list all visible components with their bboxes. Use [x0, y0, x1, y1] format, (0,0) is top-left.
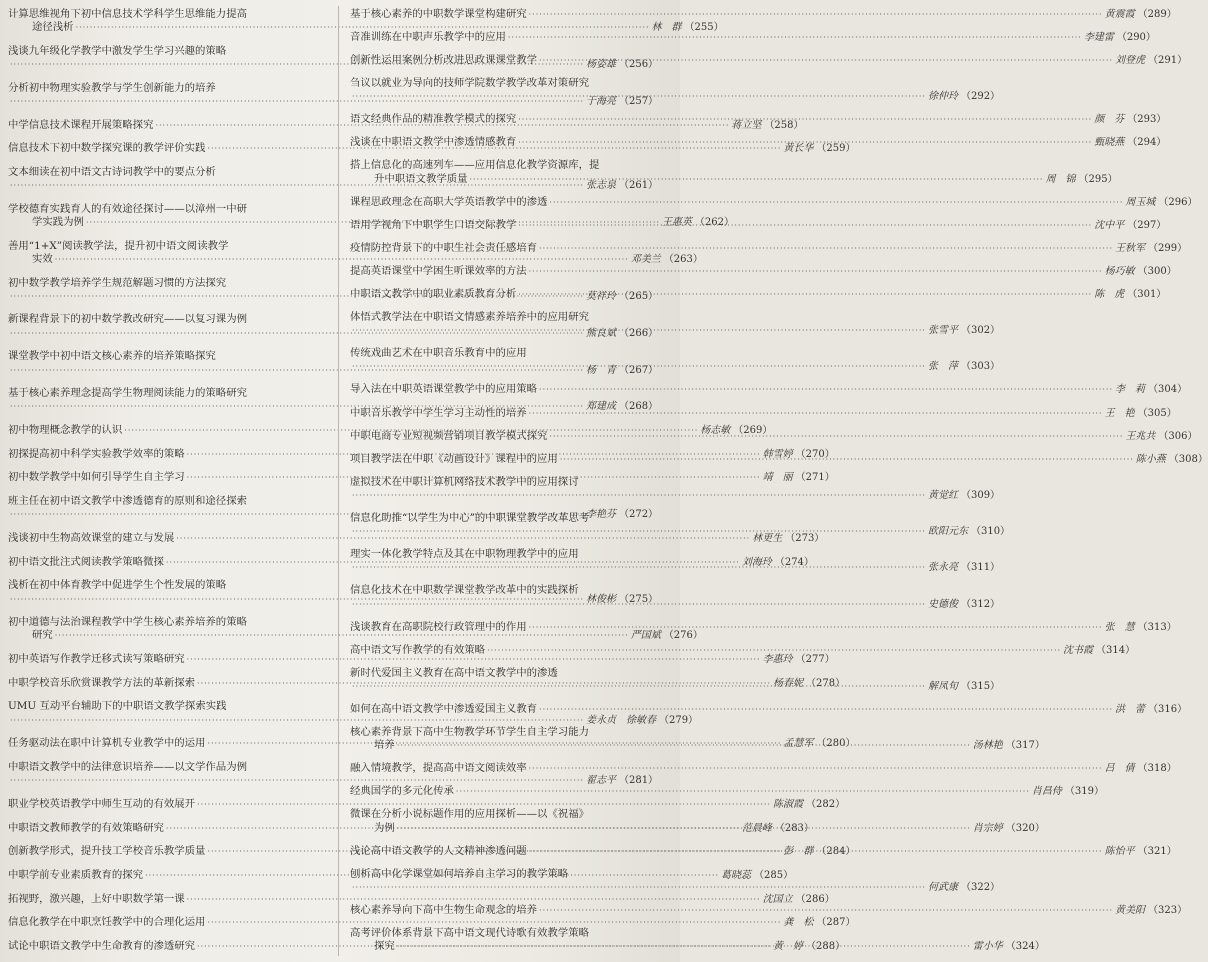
- entry-author: 王惠英: [661, 217, 692, 229]
- entry-page-number: （322）: [960, 881, 1001, 893]
- entry-page-number: （285）: [754, 869, 794, 881]
- entry-author: 陈淑霞: [773, 798, 803, 810]
- entry-author: 汤林艳: [972, 740, 1003, 752]
- entry-page-number: （280）: [816, 738, 856, 750]
- entry-page-number: （311）: [960, 562, 1001, 574]
- toc-entry[interactable]: [8, 797, 846, 811]
- entry-title-line: 分析初中物理实验教学与学生创新能力的培养: [8, 81, 216, 94]
- leader-dots: [539, 54, 1113, 67]
- column-divider: [338, 6, 339, 956]
- entry-author: 陈 虎: [1094, 288, 1125, 300]
- entry-title-line: 初中数学教学中如何引导学生自主学习: [8, 471, 185, 484]
- entry-title-line: 中职语文教师教学的有效策略研究: [8, 821, 164, 834]
- entry-author: 刘海玲: [741, 556, 772, 568]
- entry-page-number: （261）: [618, 180, 659, 192]
- entry-page-number: （319）: [1064, 786, 1104, 798]
- leader-dots: [518, 113, 1092, 126]
- entry-title-line: 浅谈教育在高职院校行政管理中的作用: [350, 620, 527, 633]
- entry-title-line: 新课程背景下的初中数学教改研究——以复习课为例: [8, 313, 247, 326]
- leader-dots: [529, 621, 1103, 634]
- leader-dots: [352, 90, 926, 103]
- leader-dots: [529, 407, 1103, 420]
- leader-dots: [352, 360, 926, 373]
- entry-author: 王兆共: [1125, 430, 1156, 442]
- entry-title-line: 探究: [374, 940, 395, 953]
- entry-title-line: 高考评价体系背景下高中语文现代诗歌有效教学策略: [350, 926, 589, 939]
- entry-author: 杨巧敏: [1104, 265, 1135, 277]
- entry-author: 杨 青: [585, 364, 616, 376]
- entry-title-line: 中职电商专业短视频营销项目教学模式探究: [350, 429, 548, 442]
- entry-title-line: 理实一体化教学特点及其在中职物理教学中的应用: [350, 548, 579, 561]
- entry-page-number: （304）: [1148, 384, 1188, 396]
- leader-dots: [549, 196, 1123, 209]
- entry-author: 吕 倩: [1104, 763, 1135, 775]
- entry-title-line: 新时代爱国主义教育在高中语文教学中的渗透: [350, 666, 558, 679]
- toc-entry[interactable]: [350, 347, 1001, 373]
- entry-title-line: 高中语文写作教学的有效策略: [350, 643, 486, 656]
- entry-page-number: （267）: [618, 364, 659, 376]
- entry-author: 沈国立: [762, 893, 793, 905]
- entry-page-number: （293）: [1127, 114, 1167, 126]
- entry-title-line: 职业学校英语教学中师生互动的有效展开: [8, 797, 196, 810]
- entry-title-line: 拓视野，激兴趣，上好中职数学第一课: [8, 892, 185, 905]
- leader-dots: [352, 680, 926, 693]
- leader-dots: [487, 644, 1061, 657]
- entry-page-number: （316）: [1148, 704, 1188, 715]
- entry-title-line: 语文经典作品的精准教学模式的探究: [350, 113, 517, 126]
- entry-author: 张志泉: [585, 180, 616, 192]
- entry-page-number: （258）: [764, 119, 804, 131]
- leader-dots: [352, 324, 926, 337]
- entry-title-line: 提高英语课堂中学困生听课效率的方法: [350, 264, 527, 277]
- toc-entry[interactable]: [350, 54, 1188, 67]
- entry-title-line: 初中道德与法治课程教学中学生核心素养培养的策略: [8, 616, 247, 629]
- entry-author: 于海亮: [585, 95, 616, 107]
- entry-page-number: （287）: [816, 917, 856, 929]
- entry-title-line: 中职语文教学中的法律意识培养——以文学作品为例: [8, 760, 247, 773]
- entry-title-line: 任务驱动法在职中计算机专业教学中的运用: [8, 737, 206, 750]
- entry-title-line: 为例: [374, 821, 395, 834]
- entry-title-line: 经典国学的多元化传承: [350, 785, 454, 798]
- entry-author: 李 莉: [1115, 384, 1145, 396]
- entry-page-number: （323）: [1148, 904, 1188, 916]
- entry-page-number: （279）: [658, 714, 699, 726]
- entry-author: 李建雷: [1083, 32, 1114, 44]
- entry-title-line: 途径浅析: [32, 21, 74, 34]
- entry-author: 徐仲玲: [927, 91, 958, 103]
- entry-title-line: 基于核心素养理念提高学生物理阅读能力的策略研究: [8, 387, 247, 400]
- entry-page-number: （302）: [960, 325, 1001, 337]
- entry-title-line: 初中数学教学培养学生规范解题习惯的方法探究: [8, 276, 227, 289]
- entry-page-number: （320）: [1005, 822, 1045, 834]
- toc-entry[interactable]: [350, 703, 1188, 716]
- entry-author: 杨春妮: [773, 677, 803, 689]
- entry-page-number: （310）: [970, 526, 1011, 538]
- entry-title-line: 信息技术下初中数学探究课的教学评价实践: [8, 142, 206, 155]
- entry-author: 史德俊: [927, 598, 958, 610]
- entry-author: 欧阳元东: [927, 526, 968, 538]
- entry-author: 彭 群: [783, 846, 814, 858]
- toc-entry[interactable]: [350, 287, 1167, 301]
- toc-entry[interactable]: [350, 195, 1198, 209]
- leader-dots: [352, 598, 926, 611]
- leader-dots: [397, 940, 971, 953]
- leader-dots: [529, 8, 1103, 21]
- entry-author: 靖 丽: [762, 472, 793, 484]
- entry-page-number: （309）: [960, 489, 1001, 501]
- entry-title-line: 如何在高中语文教学中渗透爱国主义教育: [350, 703, 538, 715]
- leader-dots: [560, 453, 1134, 466]
- entry-author: 龚 松: [783, 917, 814, 929]
- entry-title-line: 研究: [32, 629, 53, 642]
- entry-title-line: 浅谈九年级化学教学中激发学生学习兴趣的策略: [8, 44, 227, 57]
- entry-author: 姜永贞 徐敏春: [585, 714, 656, 726]
- entry-title-line: 学实践为例: [32, 216, 84, 229]
- toc-entry[interactable]: [350, 383, 1188, 396]
- leader-dots: [539, 383, 1113, 396]
- entry-author: 甄晓燕: [1094, 137, 1125, 149]
- entry-author: 黄 婷: [773, 940, 803, 952]
- entry-author: 范晨峰: [741, 822, 772, 834]
- entry-author: 沈书霞: [1063, 644, 1094, 656]
- entry-page-number: （256）: [618, 59, 659, 71]
- entry-page-number: （297）: [1127, 219, 1167, 231]
- toc-entry[interactable]: [8, 916, 856, 929]
- entry-page-number: （263）: [663, 253, 703, 265]
- entry-title-line: 项目教学法在中职《动画设计》课程中的应用: [350, 452, 558, 465]
- entry-title-line: 创新性运用案例分析改进思政课课堂教学: [350, 54, 538, 67]
- entry-page-number: （282）: [806, 798, 846, 810]
- entry-title-line: 传统戏曲艺术在中职音乐教育中的应用: [350, 347, 527, 360]
- entry-page-number: （277）: [795, 654, 835, 666]
- entry-title-line: 语用学视角下中职学生口语交际教学: [350, 218, 517, 231]
- entry-page-number: （288）: [806, 940, 846, 952]
- entry-title-line: 浅析在初中体育教学中促进学生个性发展的策略: [8, 579, 227, 592]
- entry-page-number: （314）: [1096, 644, 1136, 656]
- entry-title-line: 微课在分析小说标题作用的应用探析——以《祝福》: [350, 808, 589, 821]
- entry-title-line: 初中语文批注式阅读教学策略微探: [8, 555, 164, 568]
- leader-dots: [518, 219, 1092, 232]
- leader-dots: [352, 525, 926, 538]
- entry-title-line: 文本细读在初中语文古诗词教学中的要点分析: [8, 165, 216, 178]
- leader-dots: [539, 703, 1113, 716]
- toc-entry[interactable]: [350, 159, 1118, 185]
- entry-author: 黄长华: [783, 143, 814, 155]
- entry-author: 郑建成: [585, 401, 616, 413]
- leader-dots: [529, 265, 1103, 278]
- entry-page-number: （312）: [960, 598, 1001, 610]
- entry-author: 林更生: [752, 532, 783, 544]
- entry-title-line: 善用“1+X”阅读教学法，提升初中语文阅读教学: [8, 239, 229, 252]
- entry-title-line: 体悟式教学法在中职语文情感素养培养中的应用研究: [350, 310, 589, 323]
- entry-page-number: （257）: [618, 95, 659, 107]
- entry-page-number: （321）: [1137, 845, 1177, 857]
- entry-page-number: （318）: [1137, 763, 1177, 775]
- toc-entry[interactable]: [8, 892, 835, 906]
- leader-dots: [549, 430, 1123, 443]
- entry-title-line: 浅论高中语文教学的人文精神渗透问题: [350, 844, 527, 857]
- entry-author: 杨姿雄: [585, 59, 616, 71]
- toc-entry[interactable]: [350, 241, 1188, 255]
- entry-page-number: （276）: [663, 630, 703, 642]
- entry-author: 肖宗婷: [972, 822, 1003, 834]
- entry-author: 沈中平: [1094, 219, 1125, 231]
- toc-entry[interactable]: [350, 406, 1177, 420]
- entry-page-number: （281）: [618, 775, 659, 787]
- toc-entry[interactable]: [350, 31, 1156, 44]
- leader-dots: [529, 762, 1103, 775]
- leader-dots: [539, 242, 1113, 255]
- entry-title-line: 中职语文教学中的职业素质教育分析: [350, 287, 517, 300]
- entry-title-line: 融入情境教学，提高高中语文阅读效率: [350, 762, 527, 775]
- entry-page-number: （303）: [960, 361, 1001, 373]
- entry-page-number: （291）: [1148, 55, 1188, 67]
- entry-title-line: 试论中职语文教学中生命教育的渗透研究: [8, 939, 196, 952]
- entry-title-line: 信息化技术在中职数学课堂教学改革中的实践探析: [350, 584, 579, 597]
- entry-author: 颜 芬: [1094, 114, 1125, 126]
- entry-title-line: 实效: [32, 252, 53, 265]
- leader-dots: [397, 822, 971, 835]
- entry-author: 雷小华: [972, 941, 1003, 953]
- entry-author: 肖昌侍: [1031, 786, 1062, 798]
- entry-page-number: （273）: [785, 532, 825, 544]
- entry-page-number: （315）: [960, 680, 1001, 692]
- entry-author: 陈小燕: [1135, 453, 1166, 465]
- entry-title-line: 课堂教学中初中语文核心素养的培养策略探究: [8, 350, 216, 363]
- entry-author: 黄觉红: [927, 489, 958, 501]
- entry-page-number: （313）: [1137, 621, 1177, 633]
- entry-page-number: （289）: [1137, 9, 1177, 20]
- entry-title-line: 信息化助推“以学生为中心”的中职课堂教学改革思考: [350, 511, 590, 524]
- entry-page-number: （262）: [694, 217, 735, 229]
- entry-page-number: （269）: [733, 425, 773, 437]
- entry-author: 韩雪婷: [762, 448, 793, 460]
- entry-title-line: 创新教学形式，提升技工学校音乐教学质量: [8, 845, 206, 858]
- entry-author: 陈怡平: [1104, 845, 1135, 857]
- entry-page-number: （266）: [618, 327, 659, 339]
- entry-title-line: 学校德育实践育人的有效途径探讨——以漳州一中研: [8, 202, 247, 215]
- toc-entry[interactable]: [350, 762, 1177, 775]
- entry-title-line: 中学信息技术课程开展策略探究: [8, 118, 154, 131]
- entry-author: 孟慧军: [783, 738, 814, 750]
- toc-entry[interactable]: [350, 785, 1104, 798]
- toc-entry[interactable]: [350, 77, 1001, 103]
- entry-page-number: （268）: [618, 401, 659, 413]
- toc-entry[interactable]: [350, 264, 1177, 278]
- entry-author: 林 群: [651, 22, 682, 34]
- entry-title-line: 音准训练在中职声乐教学中的应用: [350, 31, 506, 44]
- entry-title-line: 浅谈在中职语文教学中渗透情感教育: [350, 136, 517, 149]
- entry-author: 周玉城: [1125, 196, 1156, 208]
- entry-page-number: （300）: [1137, 265, 1177, 277]
- entry-title-line: 培养: [374, 739, 395, 752]
- entry-author: 李惠玲: [762, 654, 793, 666]
- entry-page-number: （290）: [1116, 32, 1156, 44]
- entry-title-line: 升中职语文教学质量: [374, 172, 468, 185]
- entry-page-number: （286）: [795, 893, 835, 905]
- entry-page-number: （265）: [618, 290, 659, 302]
- entry-title-line: 导入法在中职英语课堂教学中的应用策略: [350, 383, 538, 396]
- entry-title-line: 基于核心素养的中职数学课堂构建研究: [350, 8, 527, 20]
- leader-dots: [456, 785, 1030, 798]
- toc-entry[interactable]: [350, 584, 1001, 610]
- entry-author: 熊良斌: [585, 327, 616, 339]
- toc-entry[interactable]: [350, 903, 1188, 917]
- entry-page-number: （259）: [816, 143, 856, 155]
- entry-author: 莫祥玲: [585, 290, 616, 302]
- entry-page-number: （292）: [960, 91, 1001, 103]
- entry-author: 翟志平: [585, 775, 616, 787]
- toc-entry[interactable]: [350, 620, 1177, 634]
- toc-entry[interactable]: [8, 531, 825, 545]
- toc-entry[interactable]: [8, 555, 814, 569]
- entry-author: 张 萍: [927, 361, 958, 373]
- leader-dots: [518, 136, 1092, 149]
- entry-title-line: 搭上信息化的高速列车——应用信息化教学资源库，提: [350, 159, 600, 172]
- entry-title-line: 计算思维视角下初中信息技术学科学生思维能力提高: [8, 8, 247, 20]
- entry-author: 严国斌: [630, 630, 661, 642]
- entry-page-number: （274）: [774, 556, 814, 568]
- entry-author: 何武康: [927, 881, 958, 893]
- entry-title-line: 核心素养导向下高中生物生命观念的培养: [350, 903, 538, 916]
- entry-page-number: （295）: [1078, 173, 1118, 185]
- entry-page-number: （271）: [795, 472, 835, 484]
- entry-author: 周 锦: [1045, 173, 1076, 185]
- entry-title-line: 刍议以就业为导向的技师学院数学教学改革对策研究: [350, 77, 589, 90]
- leader-dots: [518, 288, 1092, 301]
- toc-entry[interactable]: [8, 676, 846, 690]
- entry-page-number: （308）: [1168, 453, 1208, 465]
- leader-dots: [397, 739, 971, 752]
- entry-title-line: 虚拟技术在中职计算机网络技术教学中的应用探讨: [350, 475, 579, 488]
- entry-author: 王 艳: [1104, 407, 1135, 419]
- toc-entry[interactable]: [350, 643, 1136, 657]
- entry-title-line: 中职音乐教学中学生学习主动性的培养: [350, 406, 527, 419]
- entry-page-number: （284）: [816, 846, 856, 858]
- entry-title-line: 班主任在初中语文教学中渗透德育的原则和途径探索: [8, 495, 247, 508]
- entry-page-number: （270）: [795, 448, 835, 460]
- leader-dots: [508, 31, 1082, 44]
- entry-title-line: 浅谈初中生物高效课堂的建立与发展: [8, 531, 175, 544]
- entry-title-line: UMU 互动平台辅助下的中职语文教学探索实践: [8, 700, 227, 713]
- entry-page-number: （283）: [774, 822, 814, 834]
- entry-title-line: 中职学前专业素质教育的探究: [8, 868, 144, 881]
- entry-title-line: 核心素养背景下高中生物教学环节学生自主学习能力: [350, 726, 589, 739]
- entry-page-number: （278）: [806, 677, 846, 689]
- entry-title-line: 信息化教学在中职烹饪教学中的合理化运用: [8, 916, 206, 929]
- entry-author: 黄震霞: [1104, 9, 1135, 20]
- entry-author: 蒋立坚: [731, 119, 762, 131]
- entry-author: 邓美兰: [630, 253, 661, 265]
- entry-title-line: 初中物理概念教学的认识: [8, 424, 123, 437]
- entry-author: 解凤旬: [927, 680, 958, 692]
- entry-page-number: （272）: [618, 509, 659, 521]
- entry-author: 李艳芬: [585, 509, 616, 521]
- leader-dots: [539, 904, 1113, 917]
- entry-author: 杨志敏: [700, 425, 731, 437]
- entry-page-number: （294）: [1127, 137, 1167, 149]
- entry-title-line: 中职学校音乐欣赏课教学方法的革新探索: [8, 676, 196, 689]
- entry-author: 葛晓蕊: [721, 869, 752, 881]
- entry-page-number: （306）: [1158, 430, 1198, 442]
- entry-author: 张 慧: [1104, 621, 1135, 633]
- toc-entry[interactable]: [350, 8, 1177, 21]
- entry-page-number: （255）: [684, 22, 724, 34]
- entry-page-number: （317）: [1005, 740, 1045, 752]
- entry-page-number: （301）: [1127, 288, 1167, 300]
- entry-title-line: 初中英语写作教学迁移式读写策略研究: [8, 653, 185, 666]
- entry-author: 洪 蕾: [1115, 704, 1145, 715]
- entry-page-number: （275）: [618, 593, 659, 605]
- entry-author: 张雪平: [927, 325, 958, 337]
- leader-dots: [470, 173, 1044, 186]
- leader-dots: [352, 489, 926, 502]
- entry-title-line: 疫情防控背景下的中职生社会责任感培育: [350, 241, 538, 254]
- entry-author: 张永亮: [927, 562, 958, 574]
- leader-dots: [352, 561, 926, 574]
- entry-page-number: （299）: [1148, 242, 1188, 254]
- entry-author: 林俊彬: [585, 593, 616, 605]
- entry-author: 黄美阳: [1115, 904, 1145, 916]
- entry-title-line: 刨析高中化学课堂如何培养自主学习的教学策略: [350, 867, 569, 880]
- entry-author: 王秋军: [1115, 242, 1145, 254]
- entry-page-number: （324）: [1005, 941, 1045, 953]
- entry-title-line: 课程思政理念在高职大学英语教学中的渗透: [350, 195, 548, 208]
- entry-author: 刘登虎: [1115, 55, 1145, 67]
- entry-page-number: （296）: [1158, 196, 1198, 208]
- leader-dots: [529, 845, 1103, 858]
- entry-page-number: （305）: [1137, 407, 1177, 419]
- toc-entry[interactable]: [350, 310, 1001, 337]
- leader-dots: [352, 881, 926, 894]
- toc-entry[interactable]: [8, 653, 835, 666]
- entry-title-line: 初探提高初中科学实验教学效率的策略: [8, 447, 185, 460]
